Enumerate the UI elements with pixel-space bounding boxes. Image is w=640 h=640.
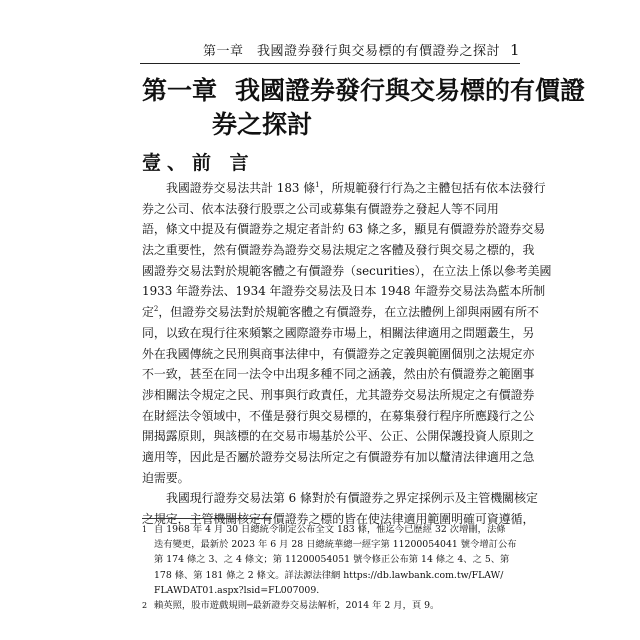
body-line: 定$^2$，但證券交易法對於規範客體之有價證券，在立法體例上卻與兩國有所不 [142, 305, 539, 320]
header-rule [140, 63, 520, 64]
body-line: 開揭露原則，與該標的在交易市場基於公平、公正、公開保護投資人原則之 [142, 429, 535, 444]
body-line: 法之重要性，然有價證券為證券交易法規定之客體及發行與交易之標的，我 [142, 243, 535, 258]
body-line: 1933 年證券法、1934 年證券交易法及日本 1948 年證券交易法為藍本所制 [142, 284, 546, 299]
footnote-1-line[interactable]: 178 條、第 181 條之 2 條文。詳法源法律網 https://db.lawbank.com.tw/FLAW/ [154, 569, 504, 581]
body-text [142, 178, 552, 530]
footnote-2-mark: 2 [142, 600, 148, 610]
footnote-1-line: 迭有變更，最新於 2023 年 6 月 28 日總統華總一經字第 11200054041 號令增訂公布 [154, 539, 517, 551]
body-line: 適用等，因此是否屬於證券交易法所定之有價證券有加以釐清法律適用之急 [142, 449, 535, 464]
running-header [140, 40, 520, 60]
body-line: 券之公司、依本法發行股票之公司或募集有價證券之發起人等不同用 [142, 201, 499, 216]
running-title: 第一章 我國證券發行與交易標的有價證券之探討 [202, 44, 500, 59]
chapter-title-line-2: 券之探討 [212, 110, 313, 139]
footnotes [142, 522, 520, 613]
chapter-title-text-1: 我國證券發行與交易標的有價證 [235, 76, 586, 105]
body-line: 我國證券交易法共計 183 條$^1$，所規範發行行為之主體包括有依本法發行 [166, 181, 546, 195]
footnote-2-line: 2 賴英照，股市遊戲規則─最新證券交易法解析，2014 年 2 月，頁 9。 [142, 598, 520, 613]
body-line: 在財經法令領域中，不僅是發行與交易標的，在募集發行程序所應踐行之公 [142, 408, 535, 423]
body-line: 之規定，主管機關核定有價證券之標的皆在使法律適用範圍明確可資遵循， [142, 512, 535, 526]
body-line: 涉相關法令規定之民、刑事與行政責任，尤其證券交易法所規定之有價證券 [142, 387, 535, 402]
body-line: 我國現行證券交易法第 6 條對於有價證券之界定採例示及主管機關核定 [166, 491, 538, 506]
footnote-ref-2[interactable]: 2 [153, 305, 159, 314]
chapter-title [142, 74, 586, 142]
footnote-ref-1[interactable]: 1 [315, 181, 320, 190]
page-number: 1 [509, 41, 520, 59]
footnote-1-line: 1 自 1968 年 4 月 30 日總統令制定公布全文 183 條，惟迄今已歷經 32 次增刪，法條 [142, 522, 520, 537]
chapter-number: 第一章 [142, 76, 218, 105]
body-line: 國證券交易法對於規範客體之有價證券（securities），在立法上係以參考美國 [142, 263, 552, 278]
footnote-rule [142, 518, 272, 519]
body-line: 迫需要。 [142, 470, 190, 485]
body-line: 語，條文中提及有價證券之規定者計約 63 條之多，顯見有價證券於證券交易 [142, 222, 546, 237]
chapter-title-line-1 [142, 74, 586, 108]
body-line: 同，以致在現行往來頻繁之國際證券市場上，相關法律適用之問題叢生，另 [142, 325, 535, 340]
footnote-1-line: 第 174 條之 3、之 4 條文；第 11200054051 號令修正公布第 14 條之 4、之 5、第 [154, 554, 510, 566]
body-line: 外在我國傳統之民刑與商事法律中，有價證券之定義與範圍個別之法規定亦 [142, 346, 535, 361]
section-title: 壹、前 言 [142, 152, 255, 174]
body-line: 不一致，甚至在同一法令中出現多種不同之涵義，然由於有價證券之範圍事 [142, 367, 535, 382]
footnote-1-mark: 1 [142, 525, 148, 534]
footnote-1-link-line[interactable]: FLAWDAT01.aspx?lsid=FL007009. [154, 584, 320, 596]
